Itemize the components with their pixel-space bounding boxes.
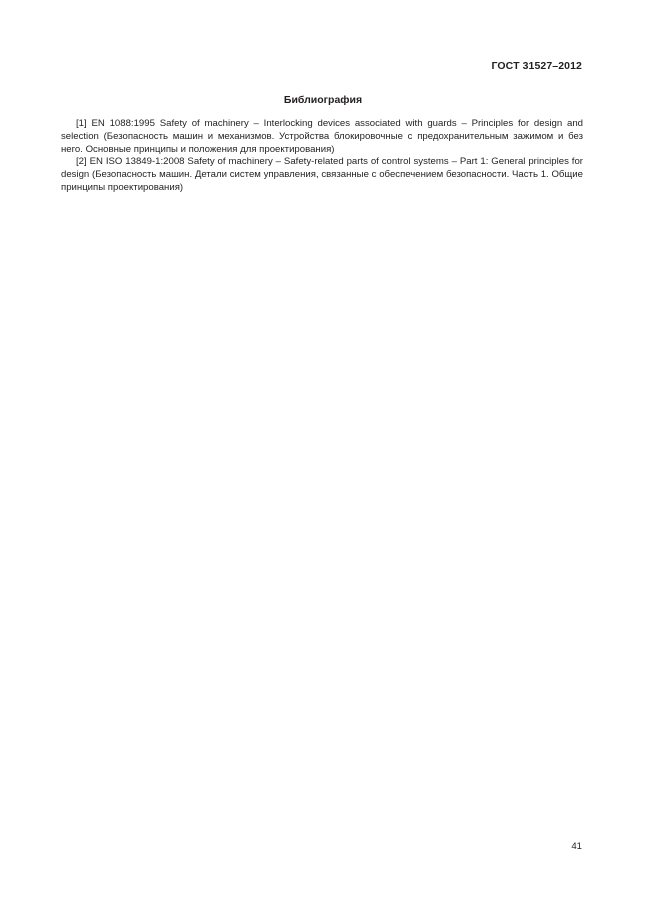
bibliography-list bbox=[61, 118, 583, 195]
document-code: ГОСТ 31527–2012 bbox=[491, 60, 582, 72]
section-title: Библиография bbox=[283, 94, 363, 106]
bibliography-entry-1: [1] EN 1088:1995 Safety of machinery – Interlocking devices associated with guards – Principles for design and selection (Безопасность машин и механизмов. Устройства блокировочные с предохранительным зажимом и без него. Основные принципы и положения для проектирования) bbox=[61, 118, 583, 155]
page-number: 41 bbox=[571, 841, 582, 852]
bibliography-entry-2: [2] EN ISO 13849-1:2008 Safety of machinery – Safety-related parts of control systems – Part 1: General principles for design (Безопасность машин. Детали систем управления, связанные с обеспечением безопасности. Часть 1. Общие принципы проектирования) bbox=[61, 156, 583, 193]
